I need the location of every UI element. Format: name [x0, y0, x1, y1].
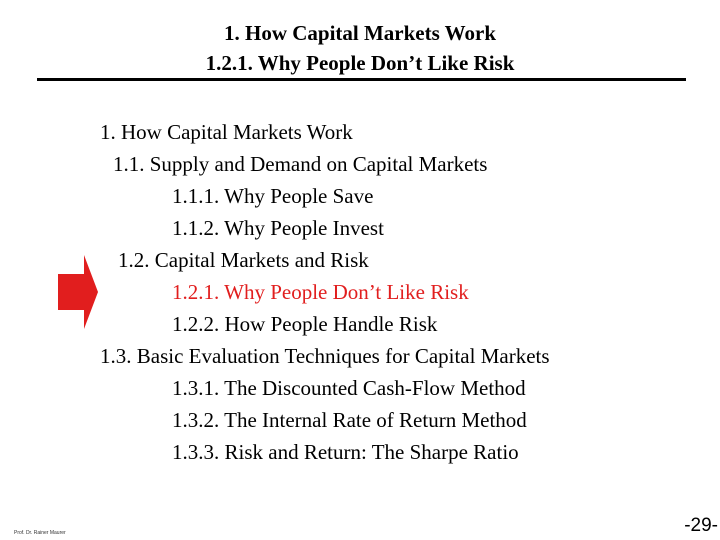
outline-item-1-3-3: 1.3.3. Risk and Return: The Sharpe Ratio [172, 440, 519, 464]
outline-item-1-3: 1.3. Basic Evaluation Techniques for Capital Markets [100, 344, 550, 368]
outline-item-1-3-1: 1.3.1. The Discounted Cash-Flow Method [172, 376, 526, 400]
outline-item-1-2-2: 1.2.2. How People Handle Risk [172, 312, 438, 336]
outline-item-1-2: 1.2. Capital Markets and Risk [118, 248, 369, 272]
right-arrow-icon [58, 255, 98, 329]
footer-author: Prof. Dr. Rainer Maurer [14, 530, 66, 536]
outline-item-1-1: 1.1. Supply and Demand on Capital Markets [113, 152, 488, 176]
outline-item-1: 1. How Capital Markets Work [100, 120, 353, 144]
title-line-section: 1.2.1. Why People Don’t Like Risk [205, 51, 515, 75]
title-divider [37, 78, 686, 81]
outline-item-1-2-1-current: 1.2.1. Why People Don’t Like Risk [172, 280, 469, 304]
title-line-main: 1. How Capital Markets Work [223, 21, 497, 45]
outline-item-1-1-2: 1.1.2. Why People Invest [172, 216, 384, 240]
slide-title [0, 18, 720, 78]
page-number: -29- [684, 515, 718, 536]
outline-item-1-1-1: 1.1.1. Why People Save [172, 184, 374, 208]
outline-item-1-3-2: 1.3.2. The Internal Rate of Return Method [172, 408, 527, 432]
